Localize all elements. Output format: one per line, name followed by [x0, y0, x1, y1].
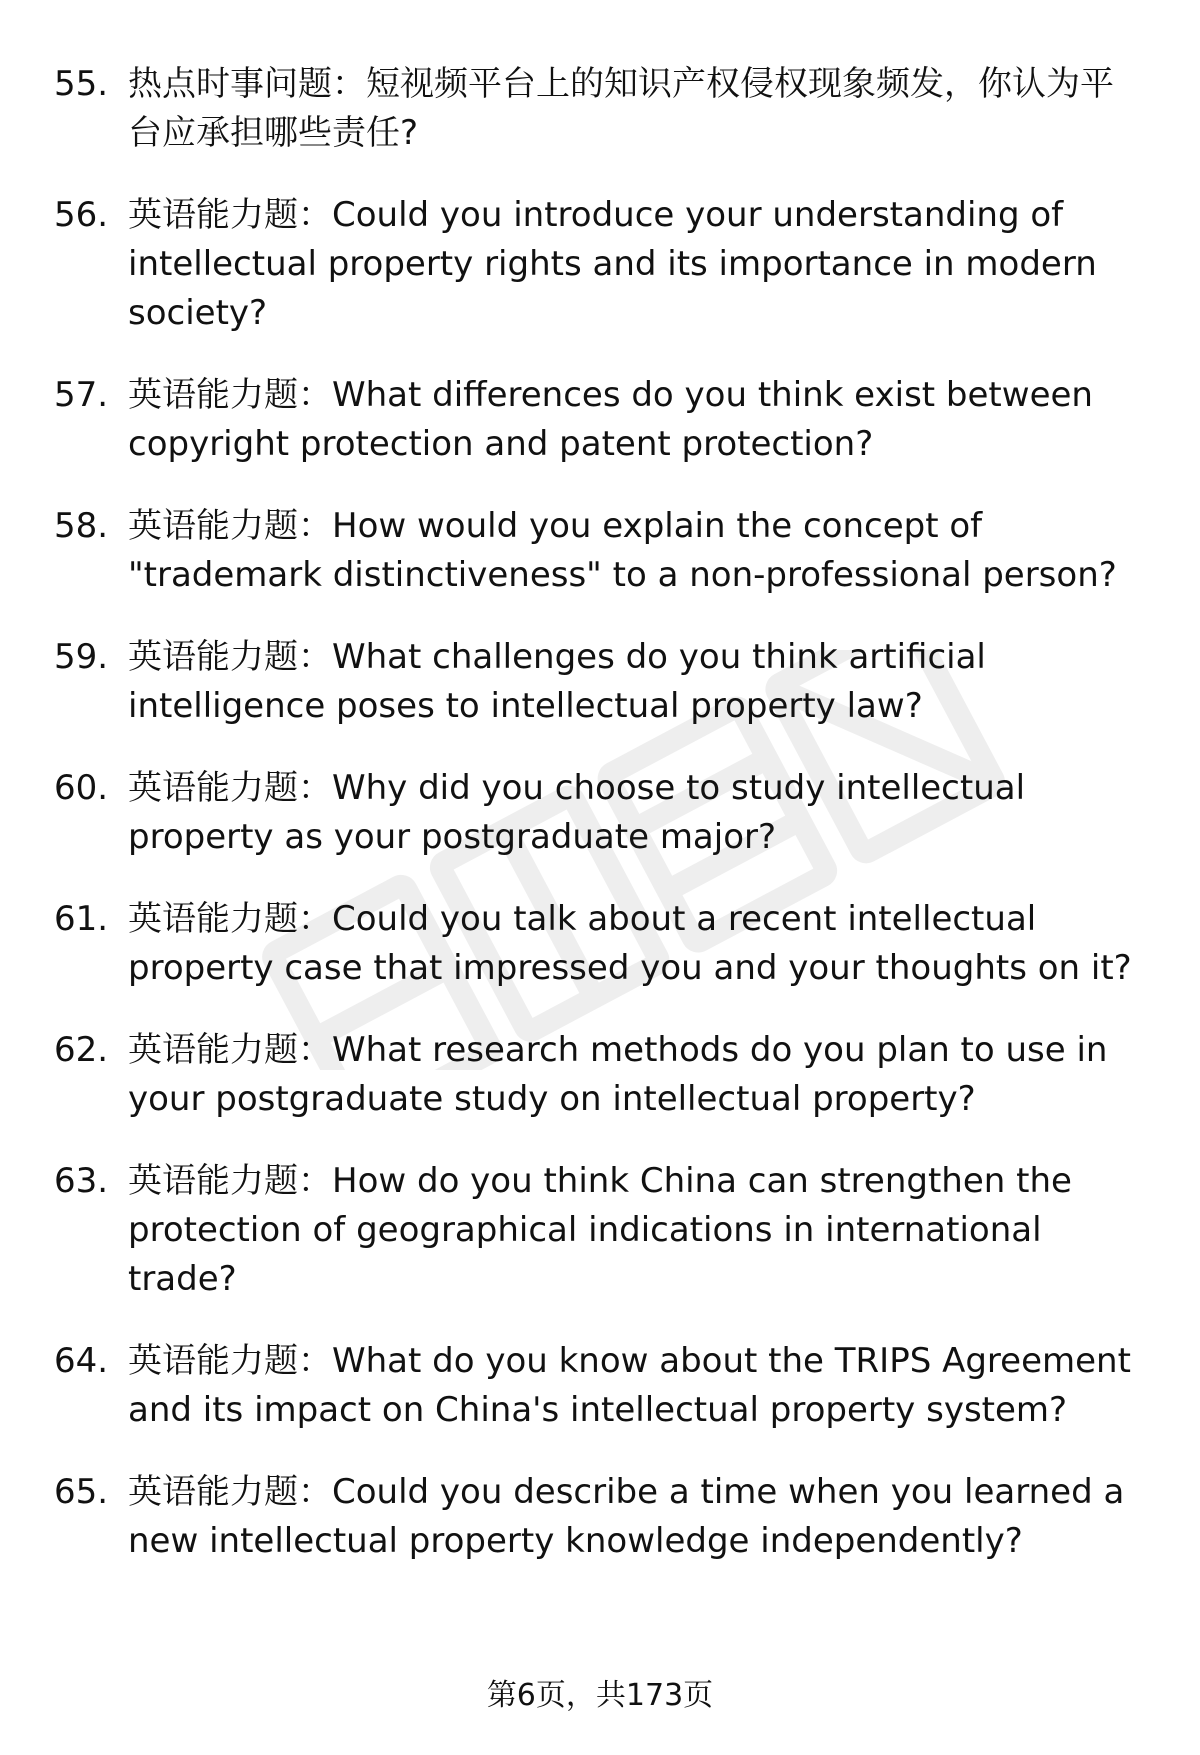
- question-body: [128, 1157, 1144, 1304]
- question-category: 英语能力题：: [128, 768, 332, 808]
- question-item: [54, 895, 1144, 993]
- question-category: 英语能力题：: [128, 195, 332, 235]
- page-indicator: 第6页，共173页: [486, 1678, 714, 1713]
- question-text: Could you introduce your understanding of intellectual property rights and its importance in modern society?: [128, 195, 1097, 333]
- question-body: [128, 371, 1144, 469]
- question-category: 英语能力题：: [128, 637, 332, 677]
- question-number: 55.: [54, 64, 109, 104]
- question-text: What research methods do you plan to use in your postgraduate study on intellectual property?: [128, 1030, 1108, 1119]
- question-text: Could you talk about a recent intellectual property case that impressed you and your thoughts on it?: [128, 899, 1132, 988]
- question-body: [128, 1468, 1144, 1566]
- question-text: What do you know about the TRIPS Agreement and its impact on China's intellectual property system?: [128, 1341, 1131, 1430]
- question-text: 短视频平台上的知识产权侵权现象频发，你认为平台应承担哪些责任?: [128, 64, 1114, 153]
- question-number: 57.: [54, 375, 109, 415]
- question-number: 61.: [54, 899, 109, 939]
- question-item: [54, 1026, 1144, 1124]
- question-category: 英语能力题：: [128, 1472, 332, 1512]
- question-number: 62.: [54, 1030, 109, 1070]
- question-number: 65.: [54, 1472, 109, 1512]
- question-category: 英语能力题：: [128, 506, 332, 546]
- question-number: 58.: [54, 506, 109, 546]
- question-body: [128, 764, 1144, 862]
- question-category: 英语能力题：: [128, 1161, 332, 1201]
- question-body: [128, 895, 1144, 993]
- question-body: [128, 60, 1144, 158]
- question-number: 56.: [54, 195, 109, 235]
- question-text: Why did you choose to study intellectual property as your postgraduate major?: [128, 768, 1026, 857]
- question-text: What challenges do you think artificial intelligence poses to intellectual property law?: [128, 637, 986, 726]
- question-item: [54, 633, 1144, 731]
- question-body: [128, 1337, 1144, 1435]
- question-number: 64.: [54, 1341, 109, 1381]
- question-text: Could you describe a time when you learned a new intellectual property knowledge independently?: [128, 1472, 1125, 1561]
- question-number: 59.: [54, 637, 109, 677]
- question-text: What differences do you think exist between copyright protection and patent protection?: [128, 375, 1093, 464]
- question-text: How do you think China can strengthen the protection of geographical indications in international trade?: [128, 1161, 1072, 1299]
- question-category: 英语能力题：: [128, 375, 332, 415]
- question-body: [128, 633, 1144, 731]
- question-number: 60.: [54, 768, 109, 808]
- question-item: [54, 764, 1144, 862]
- question-category: 英语能力题：: [128, 1030, 332, 1070]
- question-item: [54, 1337, 1144, 1435]
- question-list: [54, 60, 1144, 1599]
- question-body: [128, 502, 1144, 600]
- question-body: [128, 1026, 1144, 1124]
- question-item: [54, 1468, 1144, 1566]
- question-category: 英语能力题：: [128, 899, 332, 939]
- question-item: [54, 1157, 1144, 1304]
- question-body: [128, 191, 1144, 338]
- question-item: [54, 60, 1144, 158]
- question-text: How would you explain the concept of "trademark distinctiveness" to a non-professional person?: [128, 506, 1117, 595]
- question-item: [54, 371, 1144, 469]
- question-number: 63.: [54, 1161, 109, 1201]
- question-item: [54, 191, 1144, 338]
- question-category: 热点时事问题：: [128, 64, 366, 104]
- question-item: [54, 502, 1144, 600]
- question-category: 英语能力题：: [128, 1341, 332, 1381]
